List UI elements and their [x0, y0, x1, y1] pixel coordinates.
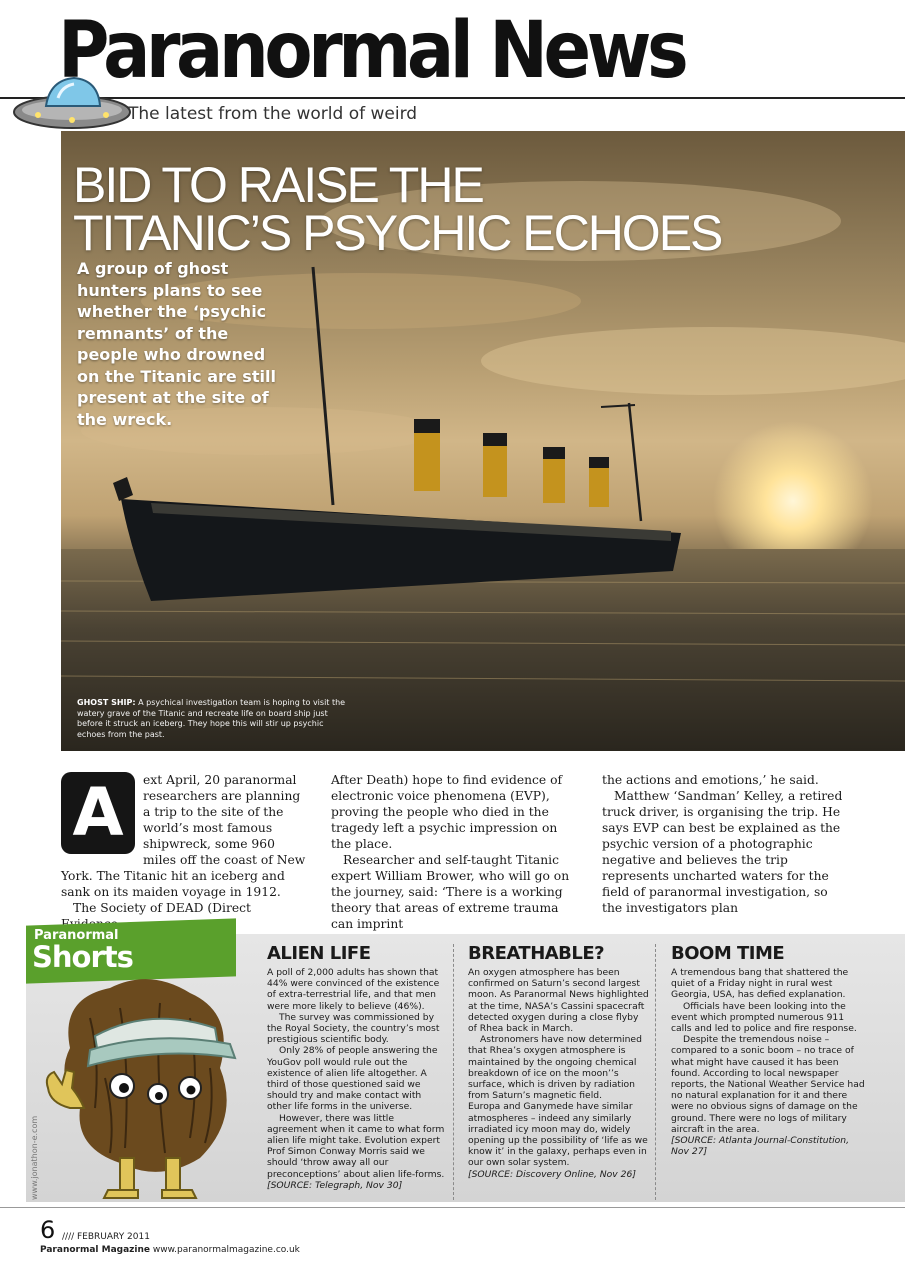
short-title: BREATHABLE?	[468, 943, 605, 964]
article-paragraph: ext April, 20 paranormal researchers are planning a trip to the site of the world’s most famous shipwreck, some 960 miles off the coast of New York. The Titanic hit an iceberg and sank on its maiden voyage in 1912.	[61, 773, 306, 899]
short-title: BOOM TIME	[671, 943, 785, 964]
article-column-2	[331, 772, 579, 932]
short-source: [SOURCE: Atlanta Journal-Constitution, Nov 27]	[671, 1135, 850, 1158]
short-story-alien-life	[257, 944, 454, 1200]
page-number: 6	[40, 1216, 56, 1244]
short-source: [SOURCE: Telegraph, Nov 30]	[267, 1179, 403, 1191]
short-paragraph: Officials have been looking into the event which prompted numerous 911 calls and led to police and fire response.	[671, 1000, 857, 1035]
shorts-tag-big: Shorts	[32, 940, 133, 974]
magazine-url: www.paranormalmagazine.co.uk	[150, 1245, 300, 1255]
masthead-title: Paranormal News	[58, 6, 685, 96]
masthead	[0, 0, 905, 132]
short-paragraph: A tremendous bang that shattered the quiet of a Friday night in rural west Georgia, USA, has defied explanation.	[671, 967, 849, 1001]
caption-text: A psychical investigation team is hoping to visit the watery grave of the Titanic and recreate life on board ship just before it struck an iceberg. They hope this will stir up psychic echoes from the past.	[77, 698, 346, 739]
shorts-tag-small: Paranormal	[34, 928, 119, 943]
drop-cap: A	[61, 772, 135, 854]
hairy-monster-illustration	[40, 958, 250, 1203]
short-story-boom-time	[661, 944, 866, 1157]
short-title: ALIEN LIFE	[267, 943, 371, 964]
short-paragraph: Astronomers have now determined that Rhea’s oxygen atmosphere is maintained by the ongoing chemical breakdown of ice on the moon’’s surface, which is driven by radiation from Saturn’s magnetic field.	[468, 1034, 642, 1102]
short-paragraph: A poll of 2,000 adults has shown that 44% were convinced of the existence of extra-terrestrial life, and that men were more likely to believe (46%).	[267, 967, 440, 1012]
short-paragraph: Europa and Ganymede have similar atmospheres – indeed any similarly irradiated icy moon may do, widely opening up the possibility of ‘life as we know it’ in the galaxy, perhaps even in our own solar system.	[468, 1101, 648, 1169]
article-standfirst: A group of ghost hunters plans to see whether the ‘psychic remnants’ of the people who drowned on the Titanic are still present at the site of the wreck.	[77, 259, 276, 429]
issue-date: //// FEBRUARY 2011	[62, 1232, 150, 1242]
short-paragraph: Only 28% of people answering the YouGov poll would rule out the existence of alien life altogether. A third of those questioned said we should try and make contact with other life forms in the universe.	[267, 1045, 438, 1113]
article-headline	[73, 157, 722, 261]
article-paragraph: Matthew ‘Sandman’ Kelley, a retired truck driver, is organising the trip. He says EVP can best be explained as the psychic version of a photographic negative and believes the trip represents uncharted waters for the field of paranormal investigation, so the investigators plan	[602, 789, 843, 915]
magazine-credit	[40, 1245, 300, 1255]
article-column-1	[61, 772, 308, 932]
footer-rule	[0, 1207, 905, 1208]
article-paragraph: the actions and emotions,’ he said.	[602, 773, 819, 787]
magazine-name: Paranormal Magazine	[40, 1245, 151, 1255]
article-column-3	[602, 772, 850, 916]
photo-caption	[77, 698, 347, 740]
hero-image	[61, 131, 905, 751]
headline-line-1: BID TO RAISE THE	[73, 157, 483, 213]
illustrator-credit: www.jonathon-e.com	[30, 1115, 39, 1200]
article-paragraph: Researcher and self-taught Titanic expert William Brower, who will go on the journey, said: ‘There is a working theory that areas of extreme trauma can imprint	[331, 853, 570, 931]
masthead-tagline: The latest from the world of weird	[128, 104, 418, 124]
headline-line-2: TITANIC’S PSYCHIC ECHOES	[73, 205, 722, 261]
short-paragraph: However, there was little agreement when it came to what form alien life might take. Evolution expert Prof Simon Conway Morris said we should ‘throw away all our preconceptions’ about alien life-forms.	[267, 1112, 445, 1180]
short-source: [SOURCE: Discovery Online, Nov 26]	[468, 1168, 636, 1180]
short-paragraph: The survey was commissioned by the Royal Society, the country’s most prestigious scientific body.	[267, 1011, 440, 1046]
caption-label: GHOST SHIP:	[77, 698, 136, 707]
short-paragraph: Despite the tremendous noise – compared to a sonic boom – no trace of what might have caused it has been found. According to local newspaper reports, the National Weather Service had no natural explanation for it and there were no obvious signs of damage on the ground. There were no logs of military aircraft in the area.	[671, 1034, 865, 1135]
article-paragraph: After Death) hope to find evidence of electronic voice phenomena (EVP), proving the people who died in the tragedy left a psychic impression on the place.	[331, 773, 563, 851]
article-paragraph: The Society of DEAD (Direct	[73, 901, 251, 915]
short-story-breathable	[458, 944, 656, 1200]
short-paragraph: An oxygen atmosphere has been confirmed on Saturn’s second largest moon. As Paranormal News highlighted at the time, NASA’s Cassini spacecraft detected oxygen during a close flyby of Rhea back in March.	[468, 967, 649, 1035]
